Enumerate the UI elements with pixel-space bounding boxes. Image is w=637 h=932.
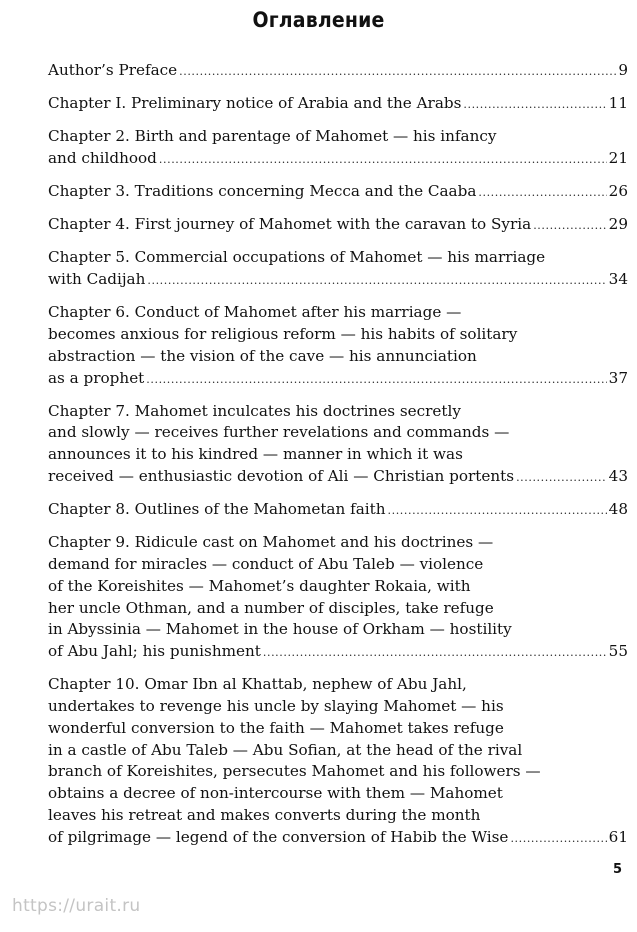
toc-page-number: 9 bbox=[618, 61, 628, 79]
dot-leader bbox=[463, 94, 606, 116]
toc-entry-line: with Cadijah bbox=[48, 270, 146, 289]
toc-page-number: 21 bbox=[608, 148, 628, 167]
toc-entry-title bbox=[48, 93, 628, 116]
toc-entry-title bbox=[48, 214, 628, 237]
toc-entry-last-line bbox=[48, 269, 628, 292]
dot-leader bbox=[510, 828, 606, 850]
toc-entry-line: her uncle Othman, and a number of disciples, take refuge bbox=[48, 598, 494, 617]
toc-entry-line: announces it to his kindred — manner in which it was bbox=[48, 445, 463, 464]
toc-entry-line: of Abu Jahl; his punishment bbox=[48, 642, 261, 661]
watermark-text: https://urait.ru bbox=[12, 896, 141, 916]
page-title: Оглавление bbox=[252, 8, 385, 32]
toc-entry bbox=[48, 126, 628, 171]
toc-entry-last-line bbox=[48, 214, 628, 237]
dot-leader bbox=[179, 61, 616, 83]
toc-entry-line: Chapter 3. Traditions concerning Mecca and the Caaba bbox=[48, 182, 477, 201]
toc-entry-line: leaves his retreat and makes converts during the month bbox=[48, 806, 481, 825]
toc-entry bbox=[48, 214, 628, 237]
toc-page-number: 37 bbox=[608, 368, 628, 387]
toc-entry-line: Chapter 9. Ridicule cast on Mahomet and his doctrines — bbox=[48, 533, 494, 552]
table-of-contents bbox=[48, 60, 628, 860]
toc-page-number: 55 bbox=[608, 642, 628, 661]
toc-entry-line: undertakes to revenge his uncle by slaying Mahomet — his bbox=[48, 697, 504, 716]
toc-entry bbox=[48, 60, 628, 83]
toc-entry-last-line bbox=[48, 60, 628, 83]
toc-entry-line: and slowly — receives further revelations and commands — bbox=[48, 423, 510, 442]
toc-entry-line: Chapter 5. Commercial occupations of Mahomet — his marriage bbox=[48, 248, 546, 267]
toc-page-number: 29 bbox=[608, 215, 628, 234]
toc-entry-last-line bbox=[48, 368, 628, 391]
dot-leader bbox=[388, 500, 607, 522]
toc-entry bbox=[48, 401, 628, 489]
toc-entry bbox=[48, 532, 628, 664]
toc-entry-line: branch of Koreishites, persecutes Mahomet and his followers — bbox=[48, 762, 541, 781]
dot-leader bbox=[263, 642, 607, 664]
toc-entry-last-line bbox=[48, 641, 628, 664]
toc-entry-line: Chapter 4. First journey of Mahomet with the caravan to Syria bbox=[48, 215, 532, 234]
toc-entry-last-line bbox=[48, 827, 628, 850]
toc-entry bbox=[48, 302, 628, 390]
toc-entry-line: and childhood bbox=[48, 148, 157, 167]
toc-entry bbox=[48, 674, 628, 849]
toc-entry-line: Chapter 6. Conduct of Mahomet after his marriage — bbox=[48, 303, 462, 322]
toc-entry-last-line bbox=[48, 499, 628, 522]
toc-entry-title bbox=[48, 181, 628, 204]
page-number: 5 bbox=[612, 862, 622, 877]
toc-entry bbox=[48, 181, 628, 204]
toc-entry-line: wonderful conversion to the faith — Mahomet takes refuge bbox=[48, 718, 504, 737]
toc-page-number: 48 bbox=[608, 500, 628, 519]
toc-entry-line: obtains a decree of non-intercourse with them — Mahomet bbox=[48, 784, 503, 803]
toc-entry-last-line bbox=[48, 181, 628, 204]
toc-entry bbox=[48, 247, 628, 292]
toc-entry-last-line bbox=[48, 148, 628, 171]
toc-entry-line: Chapter 2. Birth and parentage of Mahomet — his infancy bbox=[48, 127, 497, 146]
toc-entry-title bbox=[48, 532, 628, 664]
toc-entry-line: Chapter 7. Mahomet inculcates his doctrines secretly bbox=[48, 401, 461, 420]
toc-entry-last-line bbox=[48, 466, 628, 489]
toc-entry-last-line bbox=[48, 93, 628, 116]
dot-leader bbox=[147, 270, 606, 292]
toc-entry-line: in a castle of Abu Taleb — Abu Sofian, at the head of the rival bbox=[48, 740, 523, 759]
dot-leader bbox=[478, 182, 606, 204]
toc-entry bbox=[48, 499, 628, 522]
toc-page-number: 61 bbox=[608, 827, 628, 846]
toc-entry-title bbox=[48, 247, 628, 292]
toc-entry-line: of the Koreishites — Mahomet’s daughter Rokaia, with bbox=[48, 576, 471, 595]
toc-page-number: 26 bbox=[608, 182, 628, 201]
toc-entry-line: Chapter 10. Omar Ibn al Khattab, nephew of Abu Jahl, bbox=[48, 675, 467, 694]
toc-entry-line: Chapter 8. Outlines of the Mahometan faith bbox=[48, 500, 386, 519]
toc-entry-title bbox=[48, 674, 628, 849]
toc-entry-title bbox=[48, 126, 628, 171]
toc-entry-line: in Abyssinia — Mahomet in the house of Orkham — hostility bbox=[48, 620, 512, 639]
toc-page-number: 43 bbox=[608, 467, 628, 486]
toc-page-number: 11 bbox=[608, 94, 628, 113]
dot-leader bbox=[516, 467, 607, 489]
toc-entry-line: abstraction — the vision of the cave — his annunciation bbox=[48, 346, 477, 365]
toc-entry-line: becomes anxious for religious reform — his habits of solitary bbox=[48, 324, 518, 343]
dot-leader bbox=[159, 149, 607, 171]
toc-entry bbox=[48, 93, 628, 116]
toc-entry-title bbox=[48, 302, 628, 390]
toc-page-number: 34 bbox=[608, 270, 628, 289]
toc-entry-title bbox=[48, 401, 628, 489]
toc-entry-title bbox=[48, 499, 628, 522]
toc-entry-line: demand for miracles — conduct of Abu Taleb — violence bbox=[48, 555, 484, 574]
toc-entry-line: Author’s Preface bbox=[48, 61, 178, 79]
dot-leader bbox=[146, 369, 606, 391]
toc-entry-line: Chapter I. Preliminary notice of Arabia and the Arabs bbox=[48, 94, 462, 113]
dot-leader bbox=[533, 215, 606, 237]
toc-entry-title bbox=[48, 60, 628, 83]
toc-entry-line: of pilgrimage — legend of the conversion of Habib the Wise bbox=[48, 827, 509, 846]
toc-entry-line: received — enthusiastic devotion of Ali — Christian portents bbox=[48, 467, 515, 486]
toc-entry-line: as a prophet bbox=[48, 368, 145, 387]
